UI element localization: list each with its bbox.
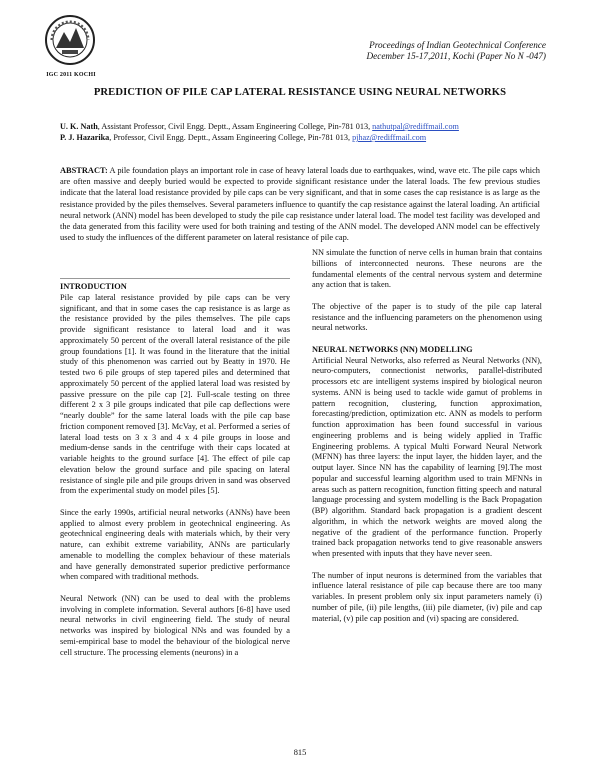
section-divider xyxy=(60,278,290,279)
abstract-label: ABSTRACT: xyxy=(60,166,108,175)
left-column xyxy=(60,282,290,669)
conference-date-paper: December 15-17,2011, Kochi (Paper No N -047) xyxy=(366,51,546,61)
author-name: P. J. Hazarika xyxy=(60,133,110,142)
author-email-link[interactable]: nathutpal@rediffmail.com xyxy=(372,122,459,131)
abstract-text: A pile foundation plays an important role in case of heavy lateral loads due to earthquakes, wind, wave etc. The pile caps which are often massive and deeply buried would be expected to provide significant resistance under the lateral loads. The few previous studies indicate that the lateral load resistance provided by pile caps can be very significant, and that in some cases the cap resistance is as large as the resistance provided by the piles themselves. Several parameters influence to quantify the cap resistance against the lateral loading. An artificial neural network (ANN) model has been developed to study the pile cap resistance under lateral load. The model test facility was developed and the data generated from this facility were used for both training and testing of the ANN model. The developed ANN model can be effectively used to study the influences of the different parameter on lateral resistance of pile cap. xyxy=(60,166,540,243)
author-row xyxy=(60,121,459,132)
author-list xyxy=(60,121,459,143)
abstract xyxy=(60,165,540,243)
right-column xyxy=(312,248,542,635)
paragraph: Since the early 1990s, artificial neural networks (ANNs) have been applied to almost every problem in geotechnical engineering. As geotechnical engineering deals with materials which, by their very nature, can exhibit extreme variability, ANNs are particularly amenable to modelling the complex behaviour of these materials and have generally demonstrated superior predictive performance when compared with traditional methods. xyxy=(60,507,290,582)
paragraph: The number of input neurons is determined from the variables that influence lateral resistance of pile cap because there are too many variables. In present problem only six input parameters namely (i) number of pile, (ii) pile lengths, (iii) pile diameter, (iv) pile and cap material, (v) pile cap position and (vi) spacing are considered. xyxy=(312,570,542,623)
paper-title: PREDICTION OF PILE CAP LATERAL RESISTANCE USING NEURAL NETWORKS xyxy=(93,87,507,98)
paragraph: NN simulate the function of nerve cells in human brain that contains billions of interconnected neurons. These neurons are the fundamental elements of the central nervous system and determine any action that is taken. xyxy=(312,248,542,290)
page-number: 815 xyxy=(293,748,307,757)
author-affiliation: , Assistant Professor, Civil Engg. Deptt., Assam Engineering College, Pin-781 013, xyxy=(97,122,371,131)
author-affiliation: , Professor, Civil Engg. Deptt., Assam Engineering College, Pin-781 013, xyxy=(109,133,351,142)
paragraph: Pile cap lateral resistance provided by pile caps can be very significant, and that in some cases the cap resistance is as large as the resistance provided by the piles themselves. The pile caps provide significant resistance to lateral load and it was approximately 50 percent of the overall lateral resistance of the pile group foundations [1]. It was found in the literature that the initial study of this phenomenon was carried out by Beatty in 1970. He tested two 6 pile groups of step tapered piles and determined that approximately 50 percent of the applied lateral load was resisted by passive pressure on the pile cap [2]. Full-scale testing on three different 2 x 3 pile groups indicated that pile cap deflections were “nearly double” for the same lateral loads with the pile cap base friction component removed [3]. McVay, et al. Performed a series of lateral load tests on 3 x 3 and 4 x 4 pile groups in loose and medium-dense sands in the centrifuge with their caps located at variable heights to the ground surface [4]. The effect of pile cap elevation below the ground surface and pile spacing on lateral resistance of single pile and pile groups driven in sand was observed from the experimental study on model piles [5]. xyxy=(60,292,290,496)
conference-header xyxy=(367,40,546,62)
paragraph: Artificial Neural Networks, also referred as Neural Networks (NN), neuro-computers, connectionist networks, parallel-distributed processors etc are intelligent systems inspired by biological neuron systems. ANN is being used to tackle wide gamut of problems in pattern recognition, clustering, function approximation, forecasting/prediction, optimization etc. ANN as models to perform function approximation has been found successful in various engineering problems and is being widely applied in Traffic Engineering problems. A typical Multi Forward Neural Network (MFNN) has three layers: the input layer, the hidden layer, and the output layer. Since NN has the capability of learning [9].The most popular and successful learning algorithm used to train MFNNs in areas such as pattern recognition, function fitting speech and natural language processing and system modelling is the Back Propagation (BP) algorithm. Standard back propagation is a gradient descent algorithm, in which the network weights are moved along the negative of the gradient of the performance function. Properly trained back propagation networks tend to give reasonable answers when presented with inputs that they have never seen. xyxy=(312,355,542,558)
author-email-link[interactable]: pjhaz@rediffmail.com xyxy=(352,133,427,142)
conference-name: Proceedings of Indian Geotechnical Conference xyxy=(369,40,546,50)
paragraph: The objective of the paper is to study of the pile cap lateral resistance and the influencing parameters on the phenomenon using neural networks. xyxy=(312,301,542,333)
author-name: U. K. Nath xyxy=(60,122,98,131)
intro-heading: INTRODUCTION xyxy=(60,282,127,291)
logo-label: IGC 2011 KOCHI xyxy=(46,72,96,78)
nn-modelling-heading: NEURAL NETWORKS (NN) MODELLING xyxy=(312,344,473,354)
author-row xyxy=(60,132,459,143)
igc-logo xyxy=(42,14,98,72)
paragraph: Neural Network (NN) can be used to deal with the problems involving in complete information. Several authors [6-8] have used neural networks in civil engineering field. The study of neural networks was inspired by biological NNs and was founded by a semi-empirical base to model the behaviour of the biological nerve cell structure. The processing elements (neurons) in a xyxy=(60,593,290,657)
